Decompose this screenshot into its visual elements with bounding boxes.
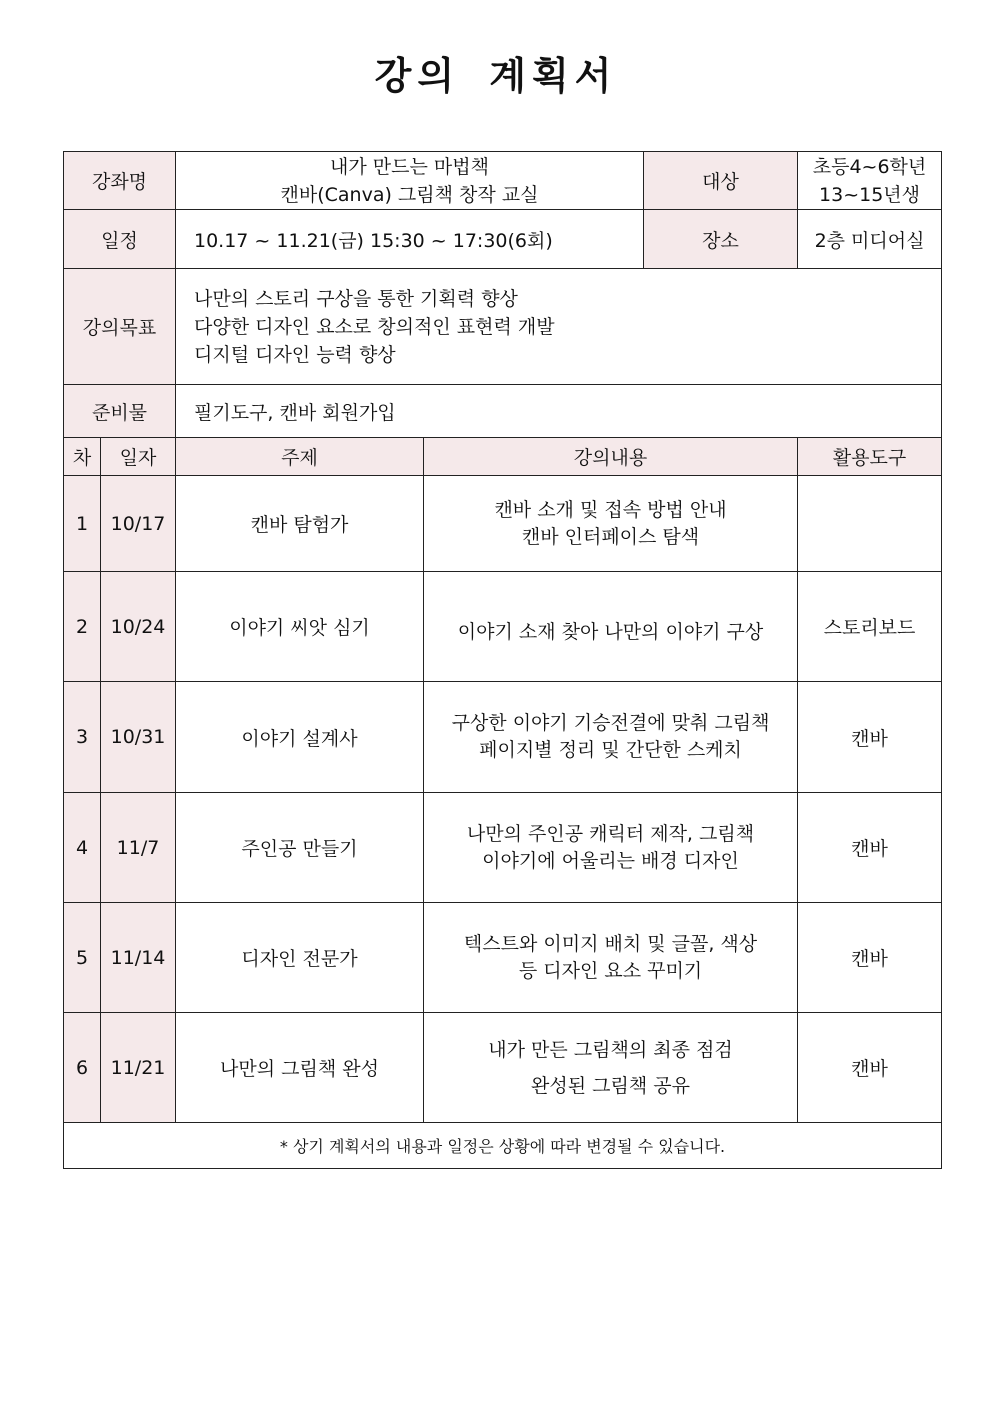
col-header-date: 일자: [101, 438, 176, 476]
goal-list: [176, 269, 942, 385]
supplies-value: 필기도구, 캔바 회원가입: [176, 385, 942, 438]
row-goals: [64, 269, 942, 385]
session-no: 5: [64, 903, 101, 1013]
col-header-topic: 주제: [176, 438, 424, 476]
session-topic: 이야기 씨앗 심기: [176, 572, 424, 682]
session-no: 1: [64, 476, 101, 572]
session-topic: 디자인 전문가: [176, 903, 424, 1013]
session-content: 나만의 주인공 캐릭터 제작, 그림책 이야기에 어울리는 배경 디자인: [424, 793, 798, 903]
session-tool: 캔바: [798, 1013, 942, 1123]
footnote: * 상기 계획서의 내용과 일정은 상황에 따라 변경될 수 있습니다.: [64, 1123, 942, 1169]
target-value: [798, 152, 942, 210]
session-topic: 캔바 탐험가: [176, 476, 424, 572]
course-name: [176, 152, 644, 210]
session-date: 11/21: [101, 1013, 176, 1123]
goal-label: 강의목표: [64, 269, 176, 385]
session-content: 구상한 이야기 기승전결에 맞춰 그림책 페이지별 정리 및 간단한 스케치: [424, 682, 798, 793]
goal-item: 나만의 스토리 구상을 통한 기획력 향상: [194, 287, 518, 310]
page-title: 강의 계획서: [374, 54, 618, 98]
session-content: 캔바 소개 및 접속 방법 안내 캔바 인터페이스 탐색: [424, 476, 798, 572]
session-row: [64, 1013, 942, 1123]
session-date: 10/31: [101, 682, 176, 793]
session-topic: 나만의 그림책 완성: [176, 1013, 424, 1123]
col-header-no: 차: [64, 438, 101, 476]
col-header-tool: 활용도구: [798, 438, 942, 476]
row-supplies: [64, 385, 942, 438]
session-no: 3: [64, 682, 101, 793]
session-header-row: [64, 438, 942, 476]
session-topic: 이야기 설계사: [176, 682, 424, 793]
session-row: [64, 682, 942, 793]
session-no: 6: [64, 1013, 101, 1123]
target-line2: 13~15년생: [819, 183, 920, 206]
session-tool: 스토리보드: [798, 572, 942, 682]
session-no: 4: [64, 793, 101, 903]
row-schedule: [64, 210, 942, 269]
lecture-plan-table: [63, 151, 942, 1169]
schedule-label: 일정: [64, 210, 176, 269]
goal-item: 디지털 디자인 능력 향상: [194, 343, 396, 366]
session-content: 이야기 소재 찾아 나만의 이야기 구상: [424, 572, 798, 682]
session-date: 10/17: [101, 476, 176, 572]
session-row: [64, 793, 942, 903]
session-tool: 캔바: [798, 682, 942, 793]
session-content: 내가 만든 그림책의 최종 점검 완성된 그림책 공유: [424, 1013, 798, 1123]
place-label: 장소: [644, 210, 798, 269]
course-name-line1: 내가 만드는 마법책: [330, 155, 489, 178]
schedule-value: 10.17 ~ 11.21(금) 15:30 ~ 17:30(6회): [176, 210, 644, 269]
session-no: 2: [64, 572, 101, 682]
session-row: [64, 476, 942, 572]
goal-item: 다양한 디자인 요소로 창의적인 표현력 개발: [194, 315, 555, 338]
target-label: 대상: [644, 152, 798, 210]
row-course: [64, 152, 942, 210]
session-date: 11/7: [101, 793, 176, 903]
session-row: [64, 572, 942, 682]
session-topic: 주인공 만들기: [176, 793, 424, 903]
session-row: [64, 903, 942, 1013]
course-label: 강좌명: [64, 152, 176, 210]
session-date: 10/24: [101, 572, 176, 682]
footnote-row: [64, 1123, 942, 1169]
session-tool: [798, 476, 942, 572]
session-tool: 캔바: [798, 903, 942, 1013]
session-date: 11/14: [101, 903, 176, 1013]
target-line1: 초등4~6학년: [812, 155, 927, 178]
place-value: 2층 미디어실: [798, 210, 942, 269]
supplies-label: 준비물: [64, 385, 176, 438]
session-content: 텍스트와 이미지 배치 및 글꼴, 색상 등 디자인 요소 꾸미기: [424, 903, 798, 1013]
course-name-line2: 캔바(Canva) 그림책 창작 교실: [280, 183, 539, 206]
col-header-content: 강의내용: [424, 438, 798, 476]
session-tool: 캔바: [798, 793, 942, 903]
